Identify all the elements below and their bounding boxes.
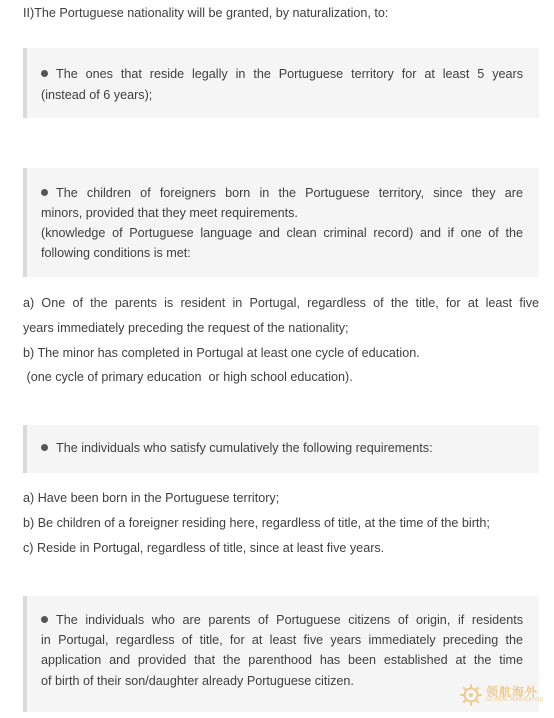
quote-line: (instead of 6 years); (41, 88, 153, 102)
watermark-text: 领航海外 (486, 685, 539, 699)
quote-line: in Portugal, regardless of title, for at least five years immediately preceding the (41, 633, 523, 647)
list-item: a) Have been born in the Portuguese territory; (23, 491, 280, 505)
quote-block-residency (23, 48, 539, 118)
list-item: (one cycle of primary education or high school education). (23, 370, 353, 384)
quote-line: following conditions is met: (41, 246, 191, 260)
quote-line (41, 441, 433, 455)
bullet-icon (41, 444, 48, 451)
page-heading: II)The Portuguese nationality will be granted, by naturalization, to: (23, 6, 389, 20)
quote-text: The individuals who are parents of Portuguese citizens of origin, if residents (56, 613, 523, 627)
quote-block-children (23, 168, 539, 277)
bullet-icon (41, 70, 48, 77)
list-item: b) Be children of a foreigner residing here, regardless of title, at the time of the birth; (23, 516, 490, 530)
watermark-logo (460, 682, 544, 708)
quote-line: application and provided that the parenthood has been established at the time (41, 653, 523, 667)
list-item: years immediately preceding the request of the nationality; (23, 321, 349, 335)
quote-block-cumulative (23, 425, 539, 473)
watermark-subtext: GLOBAL NAVIGATOR (486, 697, 544, 703)
bullet-icon (41, 616, 48, 623)
list-item: c) Reside in Portugal, regardless of title, since at least five years. (23, 541, 385, 555)
list-item: b) The minor has completed in Portugal at least one cycle of education. (23, 346, 420, 360)
list-item: a) One of the parents is resident in Portugal, regardless of the title, for at least five (23, 296, 539, 310)
quote-line (41, 186, 523, 200)
quote-text: The children of foreigners born in the Portuguese territory, since they are (56, 186, 523, 200)
quote-line (41, 613, 523, 627)
quote-line (41, 67, 523, 81)
quote-line: of birth of their son/daughter already Portuguese citizen. (41, 674, 354, 688)
quote-text: The individuals who satisfy cumulatively the following requirements: (56, 441, 433, 455)
quote-line: minors, provided that they meet requirements. (41, 206, 298, 220)
quote-line: (knowledge of Portuguese language and clean criminal record) and if one of the (41, 226, 523, 240)
helm-logo-icon (460, 684, 482, 706)
quote-text: The ones that reside legally in the Portuguese territory for at least 5 years (56, 67, 523, 81)
bullet-icon (41, 189, 48, 196)
